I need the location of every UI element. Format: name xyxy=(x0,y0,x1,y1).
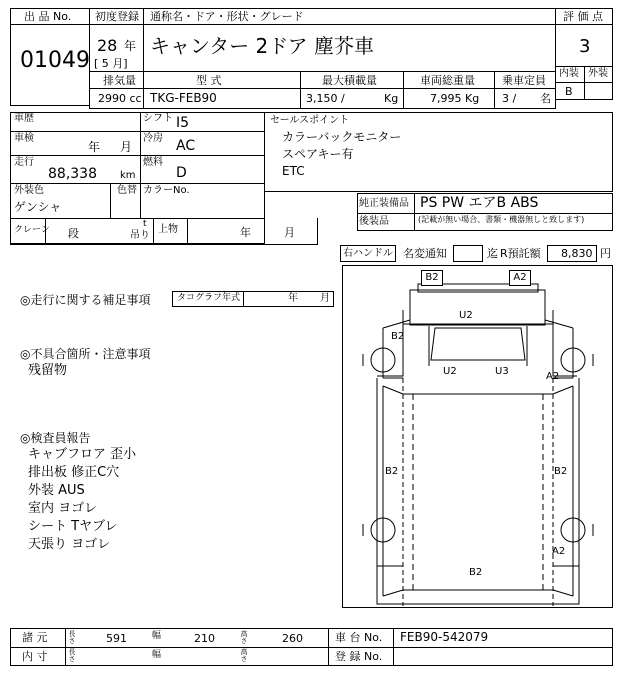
seating-label: 乗車定員 xyxy=(502,74,546,87)
aftermarket-label: 後装品 xyxy=(359,216,389,227)
standard-equipment: PS PW エアB ABS xyxy=(420,195,539,211)
damage-mark: A2 xyxy=(546,371,560,382)
mileage-label: 走行 xyxy=(14,157,34,168)
odo-label: 迄 xyxy=(487,247,498,260)
first-registration-year: 28 xyxy=(97,36,118,55)
recycle-deposit-label: R預託額 xyxy=(500,247,541,260)
inspector-item: 天張り ヨゴレ xyxy=(28,537,111,552)
inner-height-label: 高さ xyxy=(240,648,248,662)
year-unit: 年 xyxy=(124,39,137,53)
capacity-label: 最大積載量 xyxy=(322,74,377,87)
lot-number: 01049 xyxy=(20,48,90,73)
defects-label: ◎不具合箇所・注意事項 xyxy=(20,347,151,361)
damage-mark: U2 xyxy=(443,366,457,377)
type-label: 型 式 xyxy=(196,74,222,87)
color-label: 外装色 xyxy=(14,185,44,196)
displacement: 2990 cc xyxy=(98,92,142,105)
inner-width-label: 幅 xyxy=(152,650,162,660)
damage-mark: B2 xyxy=(469,567,483,578)
history-label: 車歴 xyxy=(14,113,34,124)
ac: AC xyxy=(176,138,196,154)
length-label: 長さ xyxy=(68,630,76,644)
inspector-item: 外装 AUS xyxy=(28,483,85,498)
raised-label: 上物 xyxy=(158,224,178,235)
model-label: 通称名・ドア・形状・グレード xyxy=(150,10,304,23)
seating: 3 / xyxy=(502,92,517,105)
damage-mark: U3 xyxy=(495,366,509,377)
overall-grade: 3 xyxy=(579,36,591,57)
sales-point-item: カラーバックモニター xyxy=(282,130,402,144)
crane-lift: 吊り xyxy=(130,230,150,241)
gross-weight-label: 車両総重量 xyxy=(420,74,475,87)
damage-mark: B2 xyxy=(385,466,399,477)
inspection-month: 月 xyxy=(120,140,133,154)
damage-mark: B2 xyxy=(421,270,443,286)
mileage-unit: km xyxy=(120,170,136,181)
tachograph-month: 月 xyxy=(320,293,330,304)
aftermarket-note: (記載が無い場合、書類・機器無しと致します) xyxy=(418,215,585,224)
tachograph-year: 年 xyxy=(288,293,298,304)
seating-unit: 名 xyxy=(540,92,551,105)
first-registration-label: 初度登録 xyxy=(95,10,139,23)
displacement-label: 排気量 xyxy=(103,74,136,87)
damage-mark: B2 xyxy=(391,331,405,342)
height-label: 高さ xyxy=(240,630,248,644)
truck-outline xyxy=(343,266,612,607)
model-type: TKG-FEB90 xyxy=(150,91,217,105)
crane-label: クレーン xyxy=(14,225,50,235)
lot-number-label: 出 品 No. xyxy=(24,10,72,23)
shift: I5 xyxy=(176,115,190,131)
first-registration-month: [ 5 月] xyxy=(94,57,128,70)
crane-stage: 段 xyxy=(68,227,79,240)
inspector-item: キャブフロア 歪小 xyxy=(28,447,137,462)
inspector-item: シート Tヤブレ xyxy=(28,519,118,534)
tachograph-label: タコグラフ年式 xyxy=(177,293,241,303)
registration-label: 登 録 No. xyxy=(335,650,383,663)
damage-mark: U2 xyxy=(459,310,473,321)
capacity: 3,150 / xyxy=(306,92,345,105)
length: 591 xyxy=(106,632,127,645)
inspection-year: 年 xyxy=(88,140,101,154)
inspector-item: 排出板 修正C穴 xyxy=(28,465,120,480)
damage-diagram xyxy=(342,265,613,608)
inner-length-label: 長さ xyxy=(68,648,76,662)
damage-mark: B2 xyxy=(554,466,568,477)
raised-year: 年 xyxy=(240,226,251,239)
recycle-deposit: 8,830 xyxy=(561,247,593,260)
defect-item: 残留物 xyxy=(28,363,68,378)
chassis-number: FEB90-542079 xyxy=(400,630,489,644)
damage-mark: A2 xyxy=(509,270,531,286)
interior-grade: B xyxy=(565,85,573,98)
gross-weight: 7,995 Kg xyxy=(430,92,480,105)
sales-point-item: スペアキー有 xyxy=(282,147,354,161)
ac-label: 冷房 xyxy=(143,133,163,144)
standard-equipment-label: 純正装備品 xyxy=(359,198,409,209)
inspector-item: 室内 ヨゴレ xyxy=(28,501,98,516)
vehicle-name: キャンター 2ドア 塵芥車 xyxy=(150,34,375,58)
sales-points-label: セールスポイント xyxy=(270,115,350,126)
shift-label: シフト xyxy=(143,113,173,124)
crane-t: t xyxy=(143,219,147,229)
grade-label: 評 価 点 xyxy=(563,10,603,23)
name-change-box xyxy=(453,245,483,262)
width: 210 xyxy=(194,632,215,645)
interior-label: 内装 xyxy=(559,68,579,79)
raised-month: 月 xyxy=(284,226,295,239)
capacity-unit: Kg xyxy=(384,92,399,105)
fuel: D xyxy=(176,165,187,181)
mileage: 88,338 xyxy=(48,166,97,182)
fuel-label: 燃料 xyxy=(143,157,163,168)
name-change-label: 名変通知 xyxy=(403,247,447,260)
yen-unit: 円 xyxy=(600,247,611,260)
inner-dimensions-label: 内 寸 xyxy=(22,650,48,663)
color-number-label: カラーNo. xyxy=(143,185,190,196)
inspector-report-label: ◎検査員報告 xyxy=(20,431,91,445)
sales-point-item: ETC xyxy=(282,164,305,178)
steering-label: 右ハンドル xyxy=(343,248,393,259)
dimensions-label: 諸 元 xyxy=(22,631,48,644)
exterior-label: 外装 xyxy=(588,68,608,79)
inspection-label: 車検 xyxy=(14,133,34,144)
damage-mark: A2 xyxy=(552,546,566,557)
driving-notes-label: ◎走行に関する補足事項 xyxy=(20,293,151,307)
chassis-label: 車 台 No. xyxy=(335,631,383,644)
height: 260 xyxy=(282,632,303,645)
color: ゲンシャ xyxy=(14,200,62,214)
width-label: 幅 xyxy=(152,631,162,641)
color-change-label: 色替 xyxy=(117,185,137,196)
